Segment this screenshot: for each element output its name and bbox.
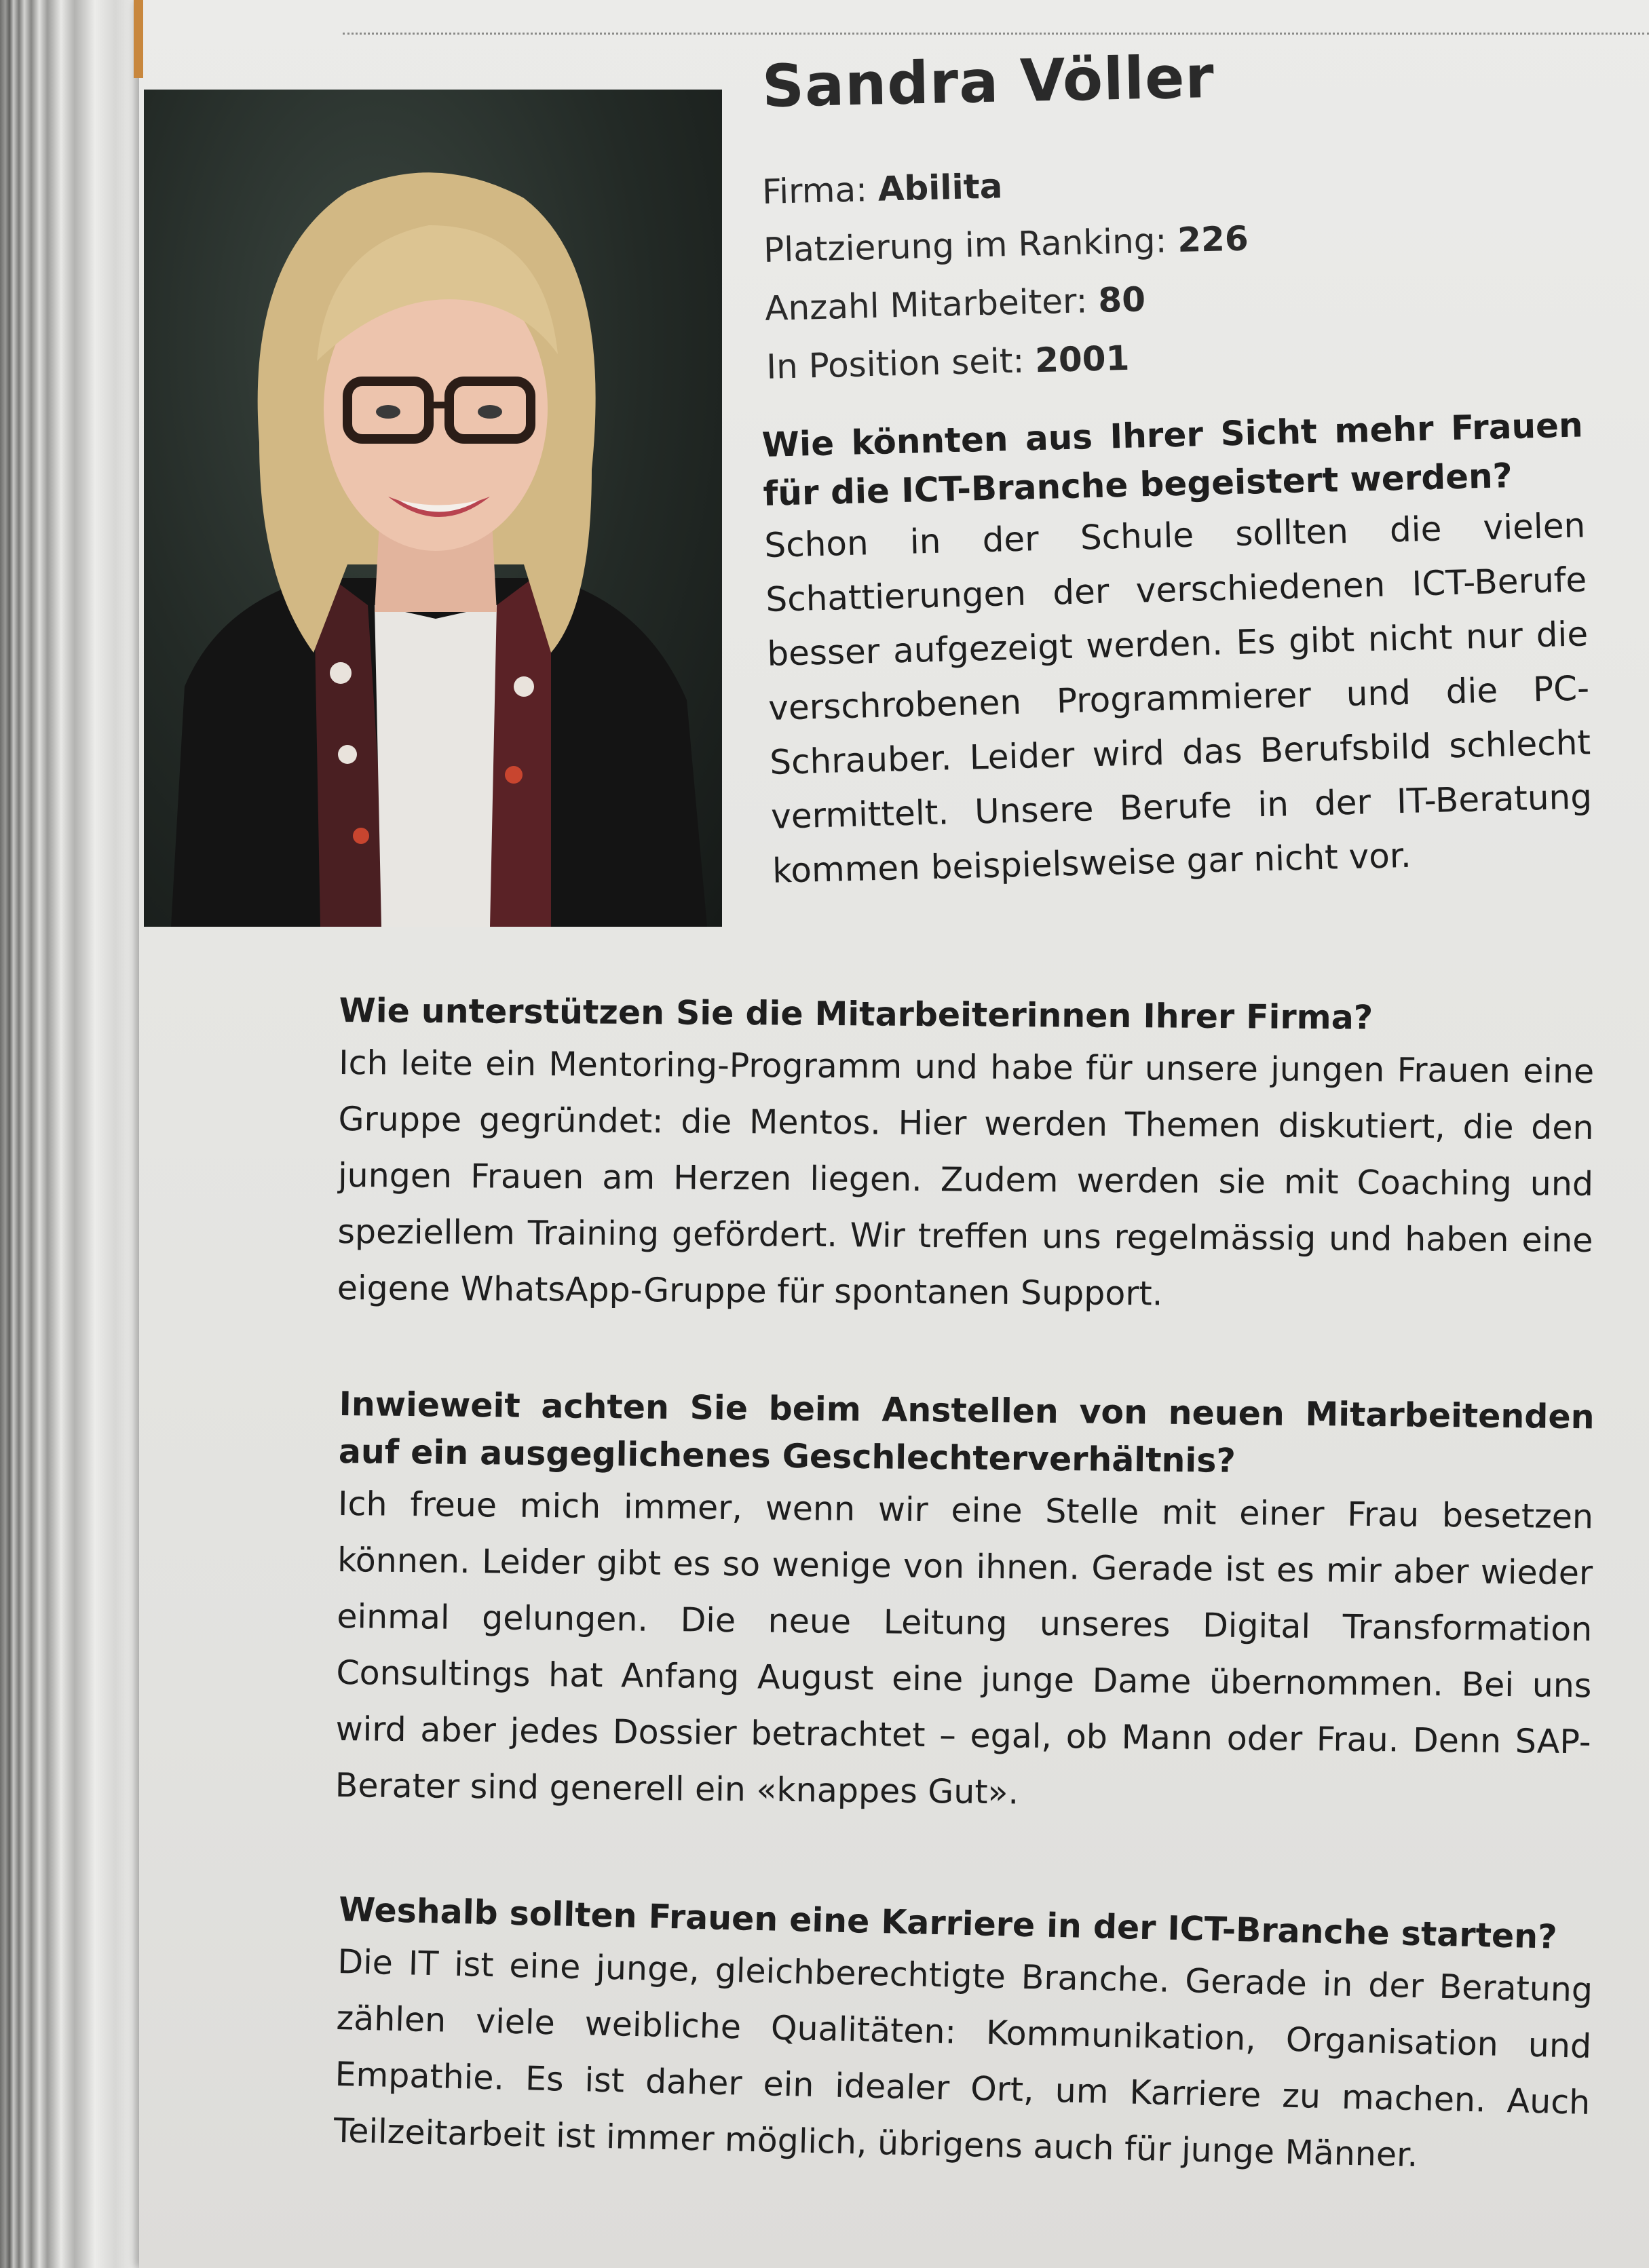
ranking-label: Platzierung im Ranking: bbox=[763, 220, 1168, 270]
position-value: 2001 bbox=[1034, 338, 1131, 381]
answer-3: Ich freue mich immer, wenn wir eine Stelle mit einer Frau besetzen können. Leider gibt es so wenige von ihnen. Gerade ist es mir aber wieder einmal gelungen. Die neue Leitung unseres Digital Transformation Consultings hat Anfang August eine junge Dame übernommen. Bei uns wird aber jedes Dossier betrachtet – egal, ob Mann oder Frau. Denn SAP-Berater sind generell ein «knappes Gut». bbox=[335, 1484, 1594, 1812]
mitarbeiter-value: 80 bbox=[1097, 280, 1146, 320]
question-1: Wie könnten aus Ihrer Sicht mehr Frauen für die ICT-Branche begeistert werden? bbox=[761, 405, 1584, 514]
ranking-value: 226 bbox=[1177, 218, 1249, 261]
question-3: Inwieweit achten Sie beim Anstellen von neuen Mitarbeitenden auf ein ausgeglichenes Geschlechterverhältnis? bbox=[338, 1384, 1595, 1480]
firma-value: Abilita bbox=[877, 166, 1003, 209]
firma-label: Firma: bbox=[761, 170, 868, 212]
ranking-line bbox=[763, 210, 1249, 280]
qa-block-1 bbox=[761, 400, 1594, 898]
answer-4: Die IT ist eine junge, gleichberechtigte Branche. Gerade in der Beratung zählen viele weibliche Qualitäten: Kommunikation, Organisation und Empathie. Es ist daher ein idealer Ort, um Karriere zu machen. Auch Teilzeitarbeit ist immer möglich, übrigens auch für junge Männer. bbox=[333, 1942, 1593, 2175]
person-name: Sandra Völler bbox=[761, 43, 1215, 121]
answer-2: Ich leite ein Mentoring-Programm und habe für unsere jungen Frauen eine Gruppe gegründet: die Mentos. Hier werden Themen diskutiert, die den jungen Frauen am Herzen liegen. Zudem werden sie mit Coaching und speziellem Training gefördert. Wir treffen uns regelmässig und haben eine eigene WhatsApp-Gruppe für spontanen Support. bbox=[337, 1043, 1595, 1313]
qa-block-3 bbox=[335, 1381, 1595, 1826]
position-line bbox=[765, 326, 1252, 396]
qa-block-4 bbox=[333, 1886, 1595, 2187]
profile-facts bbox=[761, 151, 1252, 396]
question-2: Wie unterstützen Sie die Mitarbeiterinnen Ihrer Firma? bbox=[339, 991, 1373, 1037]
mitarbeiter-label: Anzahl Mitarbeiter: bbox=[764, 281, 1088, 328]
qa-block-2 bbox=[337, 987, 1595, 1325]
position-label: In Position seit: bbox=[765, 341, 1025, 387]
answer-1: Schon in der Schule sollten die vielen Schattierungen der verschiedenen ICT-Berufe besser aufgezeigt werden. Es gibt nicht nur die verschrobenen Programmierer und die PC-Schrauber. Leider wird das Berufsbild schlecht vermittelt. Unsere Berufe in der IT-Beratung kommen beispielsweise gar nicht vor. bbox=[763, 505, 1593, 891]
question-4: Weshalb sollten Frauen eine Karriere in der ICT-Branche starten? bbox=[338, 1889, 1558, 1957]
